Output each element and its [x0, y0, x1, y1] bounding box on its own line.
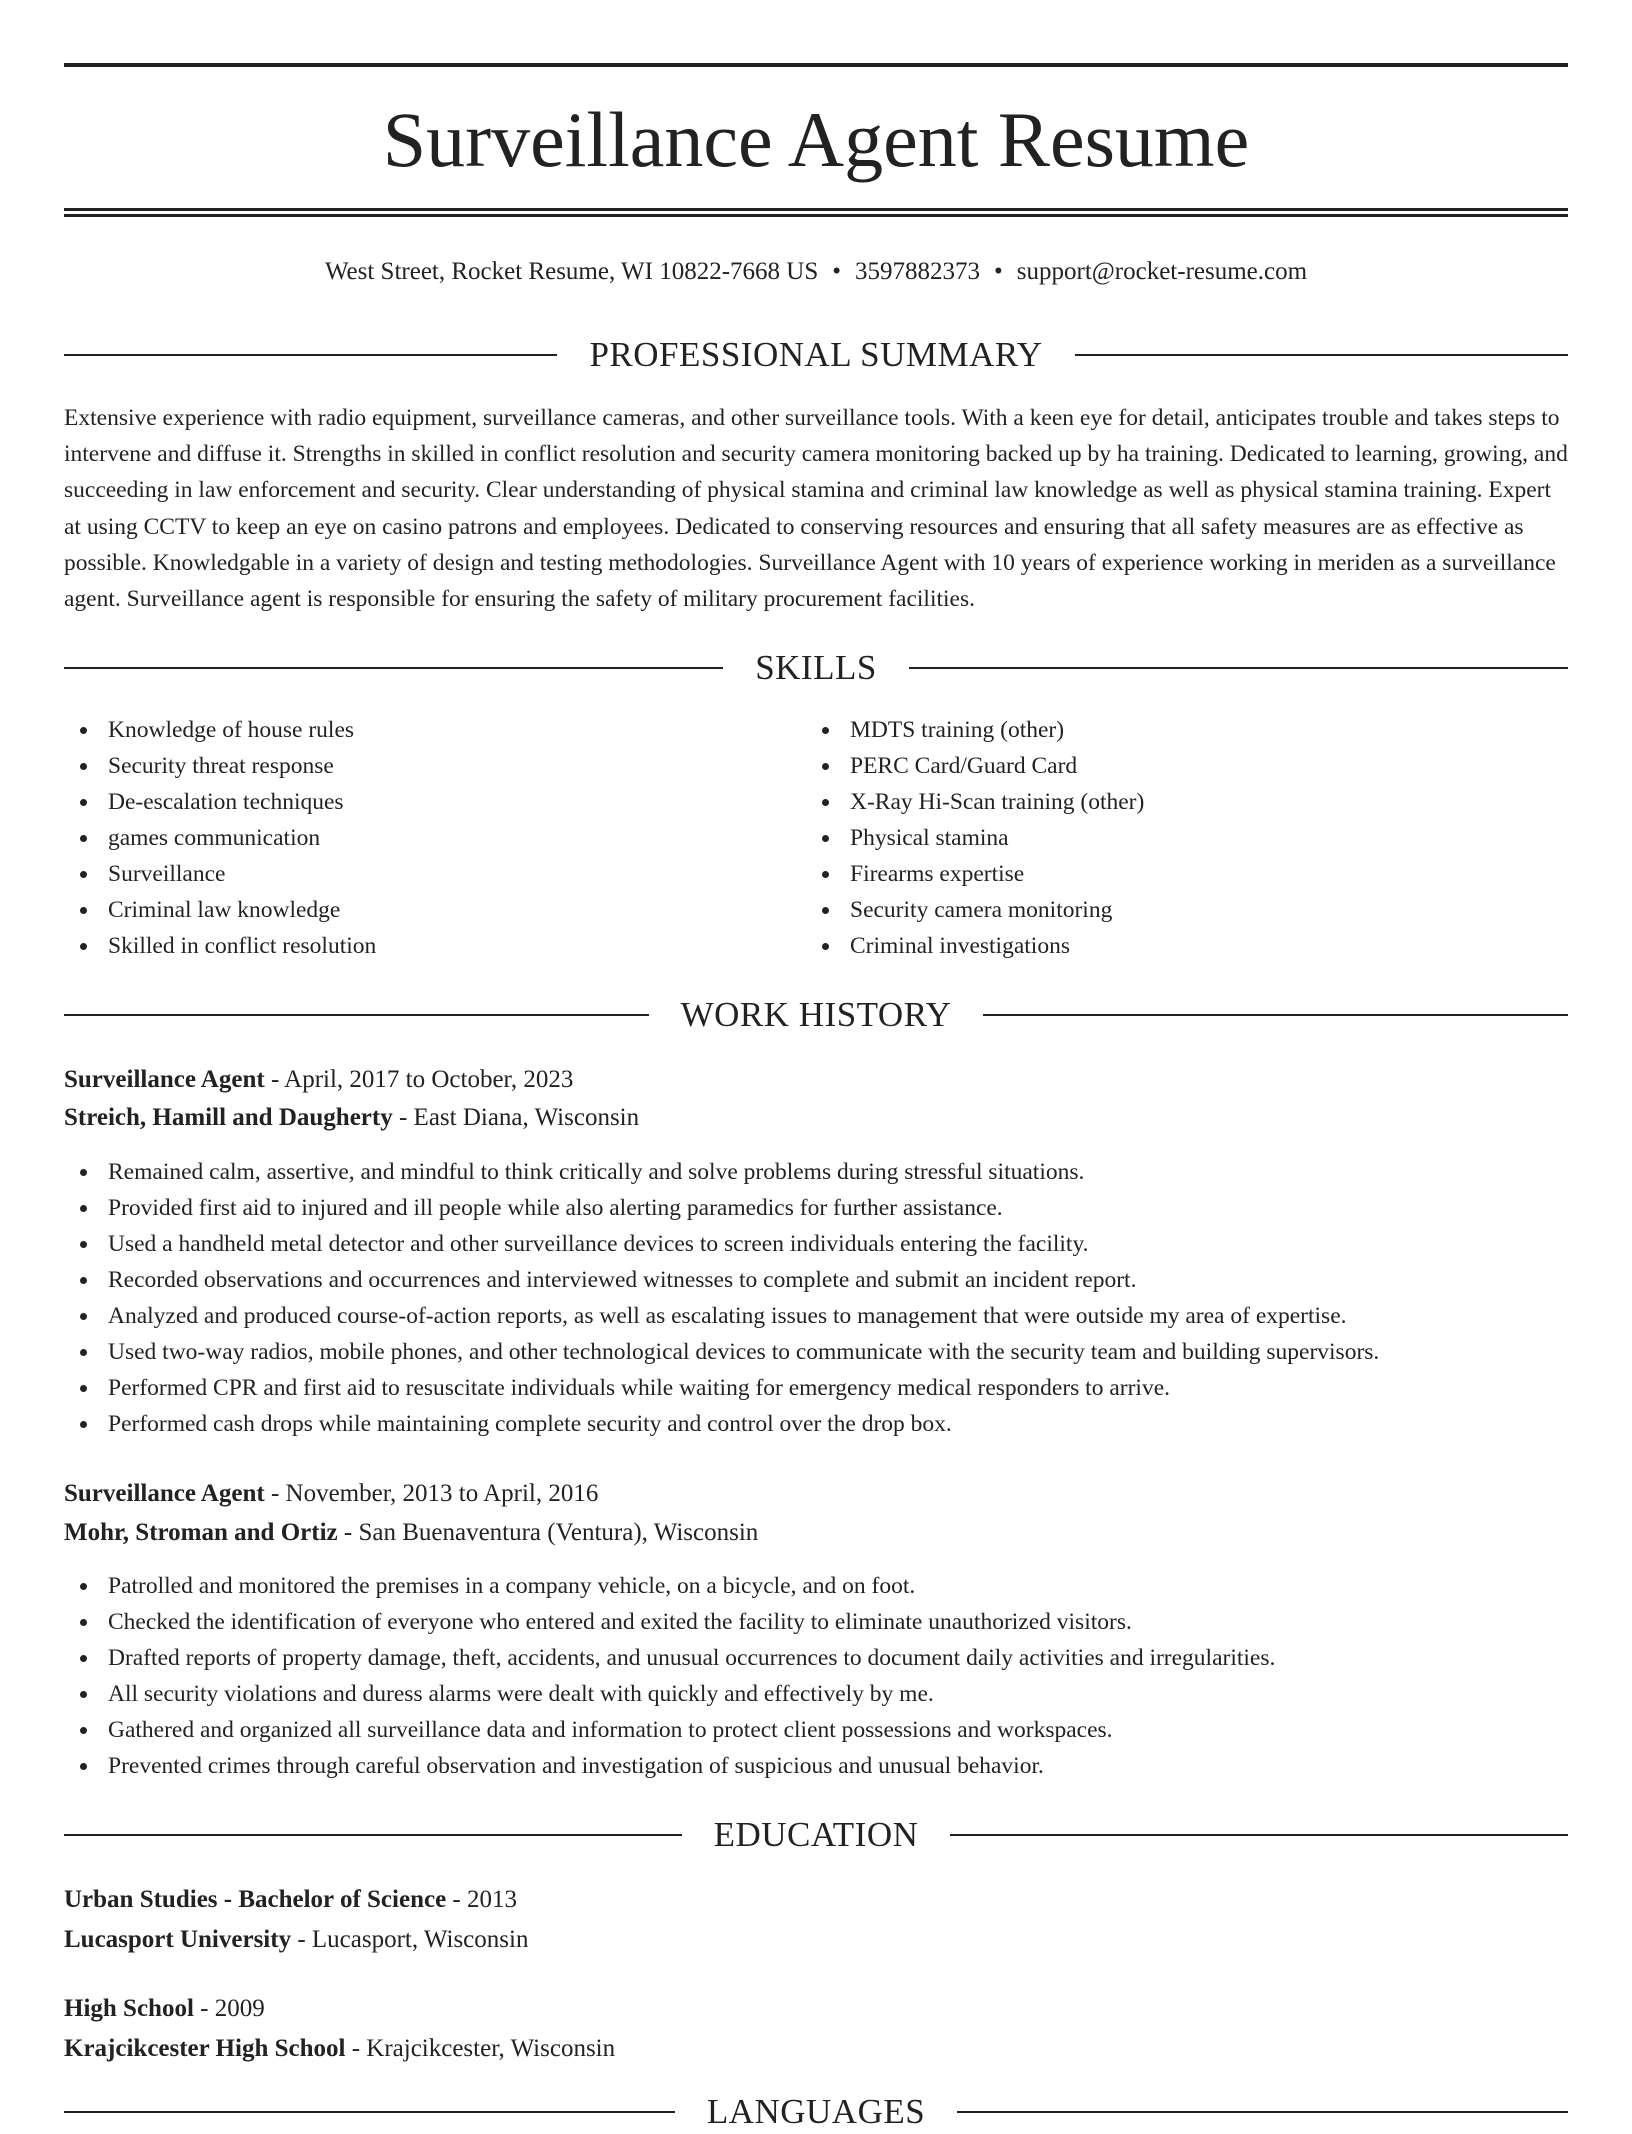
education-location: - Lucasport, Wisconsin [297, 1926, 529, 1953]
education-degree: High School [64, 1995, 194, 2022]
contact-separator: • [832, 258, 841, 285]
job-duty: Gathered and organized all surveillance data and information to protect client possessions and workspaces. [64, 1712, 1568, 1748]
job-duty: Used a handheld metal detector and other surveillance devices to screen individuals entering the facility. [64, 1226, 1568, 1262]
job-title-line [64, 1061, 1568, 1099]
section-title: PROFESSIONAL SUMMARY [589, 335, 1043, 374]
education-year: - 2009 [200, 1995, 265, 2022]
skill-item: Criminal law knowledge [64, 892, 804, 928]
skill-item: X-Ray Hi-Scan training (other) [806, 784, 1546, 820]
education-degree: Urban Studies - Bachelor of Science [64, 1886, 447, 1913]
skill-item: Surveillance [64, 856, 804, 892]
job-dates: - April, 2017 to October, 2023 [270, 1066, 574, 1093]
heading-rule [957, 2111, 1568, 2113]
job-duty: Drafted reports of property damage, theft, accidents, and unusual occurrences to document daily activities and irregularities. [64, 1640, 1568, 1676]
job-duty: Checked the identification of everyone who entered and exited the facility to eliminate unauthorized visitors. [64, 1604, 1568, 1640]
skill-item: PERC Card/Guard Card [806, 748, 1546, 784]
skill-item: Security threat response [64, 748, 804, 784]
heading-rule [1075, 354, 1568, 356]
job-duty: Provided first aid to injured and ill people while also alerting paramedics for further assistance. [64, 1190, 1568, 1226]
section-heading-work [64, 993, 1568, 1037]
resume-title: Surveillance Agent Resume [382, 96, 1250, 183]
skill-item: Knowledge of house rules [64, 712, 804, 748]
contact-address: West Street, Rocket Resume, WI 10822-7668 US [324, 258, 819, 285]
section-heading-skills [64, 646, 1568, 690]
education-school-line [64, 2030, 1568, 2068]
education-school: Krajcikcester High School [64, 2035, 346, 2062]
job-dates: - November, 2013 to April, 2016 [270, 1480, 599, 1507]
job-company-line [64, 1514, 1568, 1552]
job-duty: Prevented crimes through careful observation and investigation of suspicious and unusual behavior. [64, 1748, 1568, 1784]
education-degree-line [64, 1990, 1568, 2028]
section-title: SKILLS [755, 648, 877, 687]
skills-list-right [806, 712, 1546, 964]
contact-separator: • [994, 258, 1003, 285]
section-title: LANGUAGES [706, 2092, 926, 2131]
skill-item: Physical stamina [806, 820, 1546, 856]
section-heading-summary [64, 333, 1568, 377]
job-duty: Analyzed and produced course-of-action reports, as well as escalating issues to management that were outside my area of expertise. [64, 1298, 1568, 1334]
skill-item: Skilled in conflict resolution [64, 928, 804, 964]
heading-rule [64, 1834, 682, 1836]
job-duty: Remained calm, assertive, and mindful to think critically and solve problems during stressful situations. [64, 1154, 1568, 1190]
section-title: EDUCATION [713, 1815, 919, 1854]
job-title: Surveillance Agent [64, 1066, 265, 1093]
job-duty: Patrolled and monitored the premises in a company vehicle, on a bicycle, and on foot. [64, 1568, 1568, 1604]
job-company: Streich, Hamill and Daugherty [64, 1104, 393, 1131]
education-school: Lucasport University [64, 1926, 292, 1953]
job-location: - San Buenaventura (Ventura), Wisconsin [343, 1519, 759, 1546]
heading-rule [950, 1834, 1568, 1836]
skill-item: De-escalation techniques [64, 784, 804, 820]
job-company-line [64, 1099, 1568, 1137]
top-rule [64, 63, 1568, 67]
education-degree-line [64, 1881, 1568, 1919]
skills-list-left [64, 712, 804, 964]
skill-item: Criminal investigations [806, 928, 1546, 964]
education-year: - 2013 [452, 1886, 517, 1913]
job-duty: All security violations and duress alarms were dealt with quickly and effectively by me. [64, 1676, 1568, 1712]
job-company: Mohr, Stroman and Ortiz [64, 1519, 338, 1546]
heading-rule [64, 2111, 675, 2113]
skill-item: MDTS training (other) [806, 712, 1546, 748]
skill-item: Security camera monitoring [806, 892, 1546, 928]
job-duty: Performed cash drops while maintaining complete security and control over the drop box. [64, 1406, 1568, 1442]
contact-email: support@rocket-resume.com [1016, 258, 1308, 285]
skill-item: Firearms expertise [806, 856, 1546, 892]
section-heading-languages [64, 2090, 1568, 2134]
heading-rule [64, 667, 723, 669]
job-duties-list [64, 1568, 1568, 1784]
contact-line [64, 254, 1568, 290]
education-school-line [64, 1921, 1568, 1959]
job-duty: Recorded observations and occurrences and interviewed witnesses to complete and submit an incident report. [64, 1262, 1568, 1298]
job-location: - East Diana, Wisconsin [398, 1104, 640, 1131]
section-heading-education [64, 1813, 1568, 1857]
heading-rule [983, 1014, 1568, 1016]
skill-item: games communication [64, 820, 804, 856]
summary-paragraph: Extensive experience with radio equipment, surveillance cameras, and other surveillance tools. With a keen eye for detail, anticipates trouble and takes steps to intervene and diffuse it. Strengths in skilled in conflict resolution and security camera monitoring backed up by ha training. Dedicated to learning, growing, and succeeding in law enforcement and security. Clear understanding of physical stamina and criminal law knowledge as well as physical stamina training. Expert at using CCTV to keep an eye on casino patrons and employees. Dedicated to conserving resources and ensuring that all safety measures are as effective as possible. Knowledgable in a variety of design and testing methodologies. Surveillance Agent with 10 years of experience working in meriden as a surveillance agent. Surveillance agent is responsible for ensuring the safety of military procurement facilities. [64, 405, 1568, 613]
heading-rule [64, 354, 557, 356]
job-title-line [64, 1475, 1568, 1513]
job-title: Surveillance Agent [64, 1480, 265, 1507]
education-location: - Krajcikcester, Wisconsin [351, 2035, 616, 2062]
job-duties-list [64, 1154, 1568, 1442]
title-double-rule [64, 208, 1568, 217]
contact-phone: 3597882373 [855, 258, 980, 285]
job-duty: Used two-way radios, mobile phones, and other technological devices to communicate with the security team and building supervisors. [64, 1334, 1568, 1370]
job-duty: Performed CPR and first aid to resuscitate individuals while waiting for emergency medical responders to arrive. [64, 1370, 1568, 1406]
heading-rule [909, 667, 1568, 669]
section-title: WORK HISTORY [680, 995, 952, 1034]
heading-rule [64, 1014, 649, 1016]
